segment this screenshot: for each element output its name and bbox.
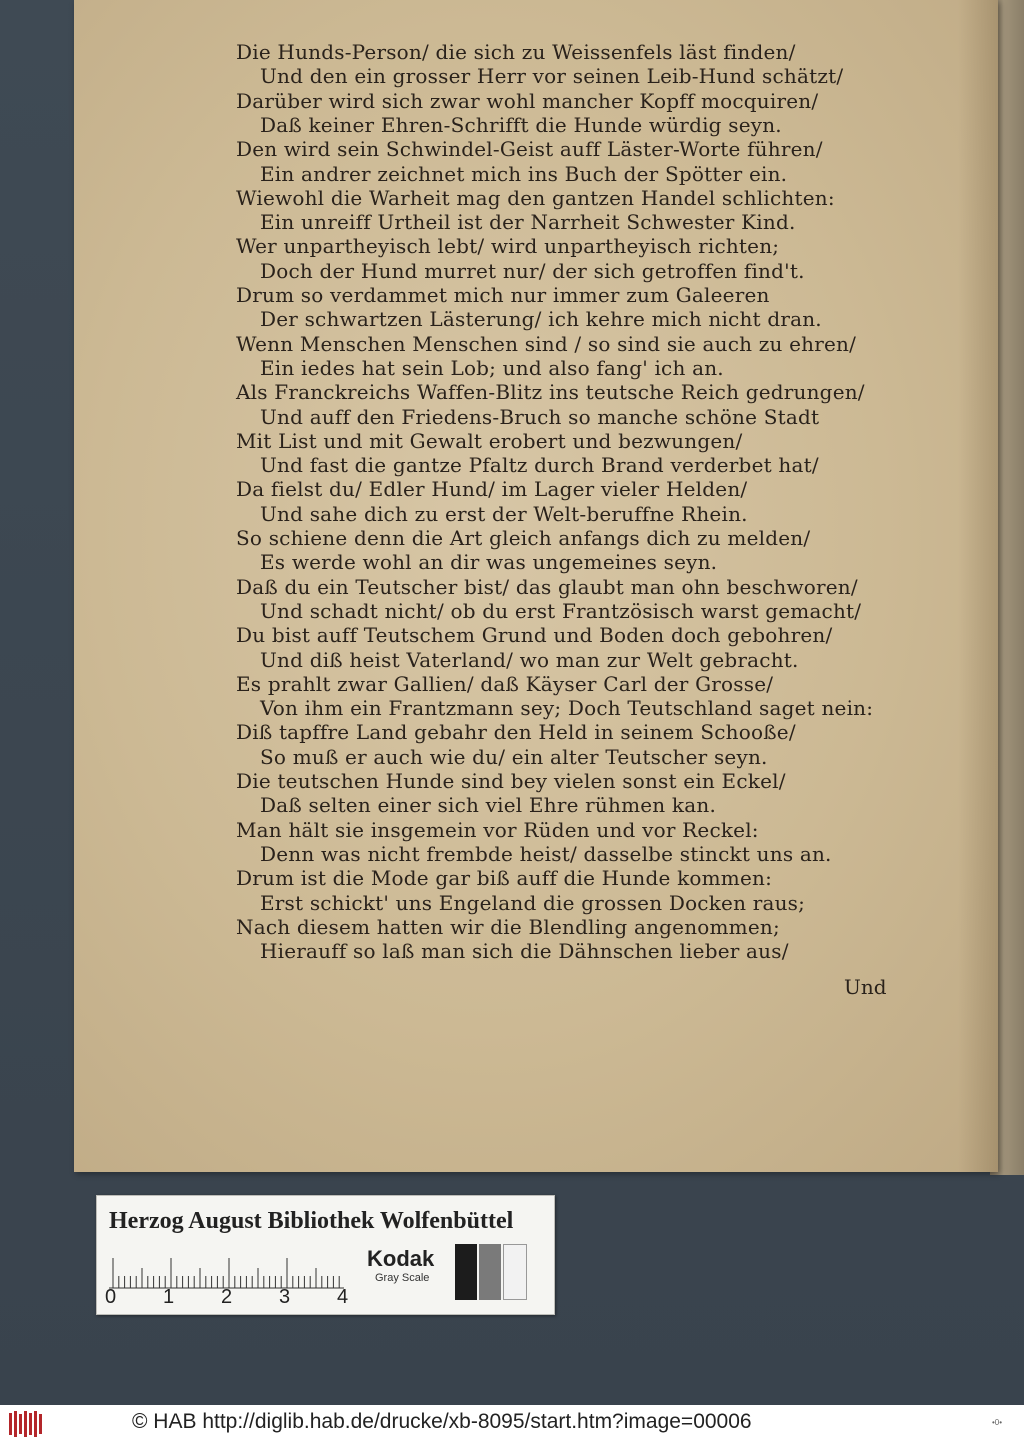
verse-line-even: So muß er auch wie du/ ein alter Teutscher seyn. <box>260 744 768 769</box>
ruler-number: 1 <box>163 1286 175 1308</box>
verse-line-odd: Darüber wird sich zwar wohl mancher Kopff mocquiren/ <box>236 88 819 113</box>
verse-line-even: Ein unreiff Urtheil ist der Narrheit Schwester Kind. <box>260 210 796 235</box>
footer-bar <box>0 1405 1024 1441</box>
verse-line-odd: So schiene denn die Art gleich anfangs dich zu melden/ <box>236 526 811 550</box>
verse-line-odd: Drum ist die Mode gar biß auff die Hunde kommen: <box>236 866 773 891</box>
verse-line-even: Von ihm ein Frantzmann sey; Doch Teutschland saget nein: <box>260 696 874 721</box>
verse-line-even: Daß selten einer sich viel Ehre rühmen kan. <box>260 793 717 818</box>
book-page <box>74 0 998 1172</box>
verse-line-odd: Als Franckreichs Waffen-Blitz ins teutsche Reich gedrungen/ <box>236 380 865 405</box>
gray-patch-mid <box>479 1244 501 1300</box>
verse-line-odd: Nach diesem hatten wir die Blendling angenommen; <box>236 914 780 939</box>
verse-line-odd: Es prahlt zwar Gallien/ daß Käyser Carl der Grosse/ <box>236 671 774 696</box>
gray-patch-white <box>503 1244 527 1300</box>
verse-line-even: Und schadt nicht/ ob du erst Frantzösisch warst gemacht/ <box>260 598 862 623</box>
verse-line-even: Der schwartzen Lästerung/ ich kehre mich nicht dran. <box>260 307 822 332</box>
gray-scale-label: Gray Scale <box>375 1272 430 1284</box>
verse-line-even: Und diß heist Vaterland/ wo man zur Welt gebracht. <box>260 647 799 672</box>
hab-logo-icon <box>8 1411 44 1437</box>
verse-line-odd: Wiewohl die Warheit mag den gantzen Handel schlichten: <box>236 185 835 210</box>
copyright-url[interactable]: © HAB http://diglib.hab.de/drucke/xb-8095/start.htm?image=00006 <box>132 1410 752 1433</box>
verse-line-even: Es werde wohl an dir was ungemeines seyn. <box>260 550 718 575</box>
ruler-number: 3 <box>279 1286 291 1308</box>
gray-patch-black <box>455 1244 477 1300</box>
catchword: Und <box>844 975 887 999</box>
ruler-number: 2 <box>221 1286 233 1308</box>
verse-line-odd: Die teutschen Hunde sind bey vielen sonst ein Eckel/ <box>236 769 786 793</box>
color-reference-bar <box>96 1195 555 1315</box>
verse-line-even: Und fast die gantze Pfaltz durch Brand verderbet hat/ <box>260 453 819 478</box>
verse-line-even: Und auff den Friedens-Bruch so manche schöne Stadt <box>260 404 820 429</box>
verse-line-even: Ein andrer zeichnet mich ins Buch der Spötter ein. <box>260 161 788 186</box>
verse-line-even: Daß keiner Ehren-Schrifft die Hunde würdig seyn. <box>260 112 782 137</box>
verse-line-even: Doch der Hund murret nur/ der sich getroffen find't. <box>260 258 805 283</box>
library-name: Herzog August Bibliothek Wolfenbüttel <box>109 1208 514 1234</box>
verse-line-even: Erst schickt' uns Engeland die grossen Docken raus; <box>260 890 806 915</box>
corner-mark: •0• <box>992 1418 1003 1427</box>
verse-line-odd: Mit List und mit Gewalt erobert und bezwungen/ <box>236 428 743 453</box>
verse-line-odd: Den wird sein Schwindel-Geist auff Läster-Worte führen/ <box>236 137 823 162</box>
verse-line-odd: Wenn Menschen Menschen sind / so sind sie auch zu ehren/ <box>236 331 857 356</box>
ruler-number: 4 <box>337 1286 349 1308</box>
verse-line-even: Und sahe dich zu erst der Welt-beruffne Rhein. <box>260 501 748 526</box>
measurement-ruler <box>109 1248 344 1290</box>
kodak-logo: Kodak <box>367 1246 435 1271</box>
verse-line-even: Ein iedes hat sein Lob; und also fang' ich an. <box>260 355 724 380</box>
verse-line-odd: Drum so verdammet mich nur immer zum Galeeren <box>236 283 770 307</box>
gray-patches <box>455 1244 529 1300</box>
verse-line-even: Hierauff so laß man sich die Dähnschen lieber aus/ <box>260 939 789 964</box>
verse-line-odd: Du bist auff Teutschem Grund und Boden doch gebohren/ <box>236 623 833 648</box>
verse-line-odd: Man hält sie insgemein vor Rüden und vor Reckel: <box>236 817 759 842</box>
verse-line-odd: Daß du ein Teutscher bist/ das glaubt man ohn beschworen/ <box>236 574 858 599</box>
verse-line-odd: Diß tapffre Land gebahr den Held in seinem Schooße/ <box>236 720 796 745</box>
ruler-number: 0 <box>105 1286 117 1308</box>
verse-line-even: Denn was nicht frembde heist/ dasselbe stinckt uns an. <box>260 841 832 866</box>
verse-line-odd: Da fielst du/ Edler Hund/ im Lager vieler Helden/ <box>236 477 748 502</box>
verse-line-odd: Die Hunds-Person/ die sich zu Weissenfels läst finden/ <box>236 40 796 64</box>
verse-line-odd: Wer unpartheyisch lebt/ wird unpartheyisch richten; <box>236 234 780 259</box>
verse-line-even: Und den ein grosser Herr vor seinen Leib-Hund schätzt/ <box>260 64 844 89</box>
